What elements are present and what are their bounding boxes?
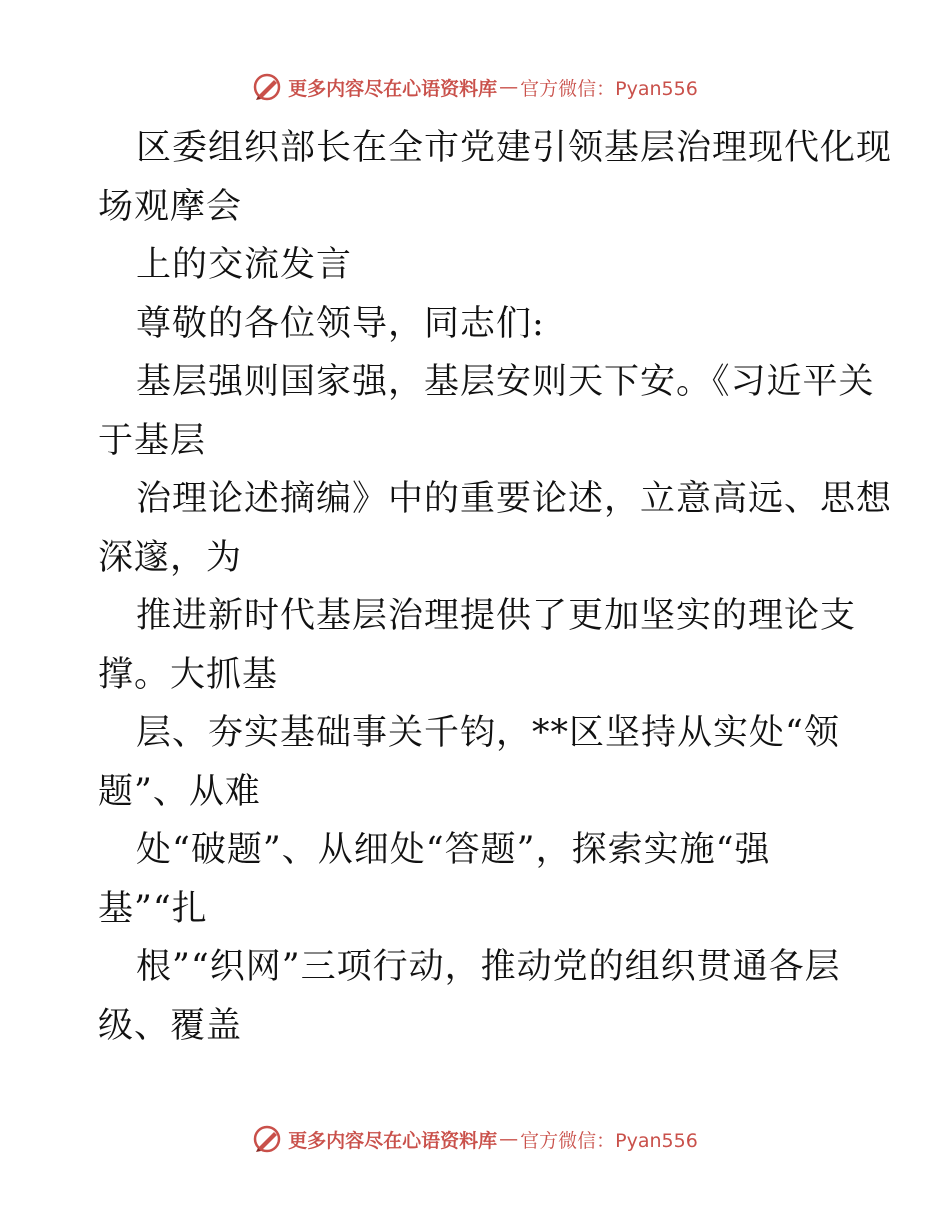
footer-watermark [0, 1124, 950, 1154]
document-line: 尊敬的各位领导，同志们: [136, 303, 545, 344]
watermark-main-text: 更多内容尽在心语资料库 [288, 1129, 498, 1152]
document-line: 级、覆盖 [98, 1005, 243, 1046]
header-watermark [0, 72, 950, 102]
document-line: 根”“织网”三项行动，推动党的组织贯通各层 [136, 947, 841, 987]
watermark-separator: — [499, 76, 519, 98]
document-line: 深邃，为 [98, 537, 243, 578]
document-line: 层、夯实基础事关千钧，**区坚持从实处“领 [136, 713, 840, 753]
document-line: 推进新时代基层治理提供了更加坚实的理论支 [136, 596, 857, 636]
watermark-separator: — [499, 1128, 519, 1150]
document-line: 题”、从难 [98, 771, 261, 812]
document-line: 区委组织部长在全市党建引领基层治理现代化现 [136, 128, 893, 168]
pen-logo-icon [252, 1124, 282, 1154]
watermark-wechat-text: 官方微信：Pyan556 [520, 1129, 698, 1152]
document-line: 处“破题”、从细处“答题”，探索实施“强 [136, 830, 771, 870]
document-line: 治理论述摘编》中的重要论述，立意高远、思想 [136, 479, 893, 519]
document-line: 于基层 [98, 420, 207, 461]
watermark-wechat-text: 官方微信：Pyan556 [520, 77, 698, 100]
pen-logo-icon [252, 72, 282, 102]
watermark-main-text: 更多内容尽在心语资料库 [288, 77, 498, 100]
document-line: 基层强则国家强，基层安则天下安。《习近平关 [136, 362, 875, 402]
document-line: 场观摩会 [98, 186, 243, 227]
document-line: 撑。大抓基 [98, 654, 279, 695]
document-line: 上的交流发言 [136, 245, 353, 285]
document-line: 基”“扎 [98, 888, 208, 929]
document-body [98, 119, 893, 1055]
